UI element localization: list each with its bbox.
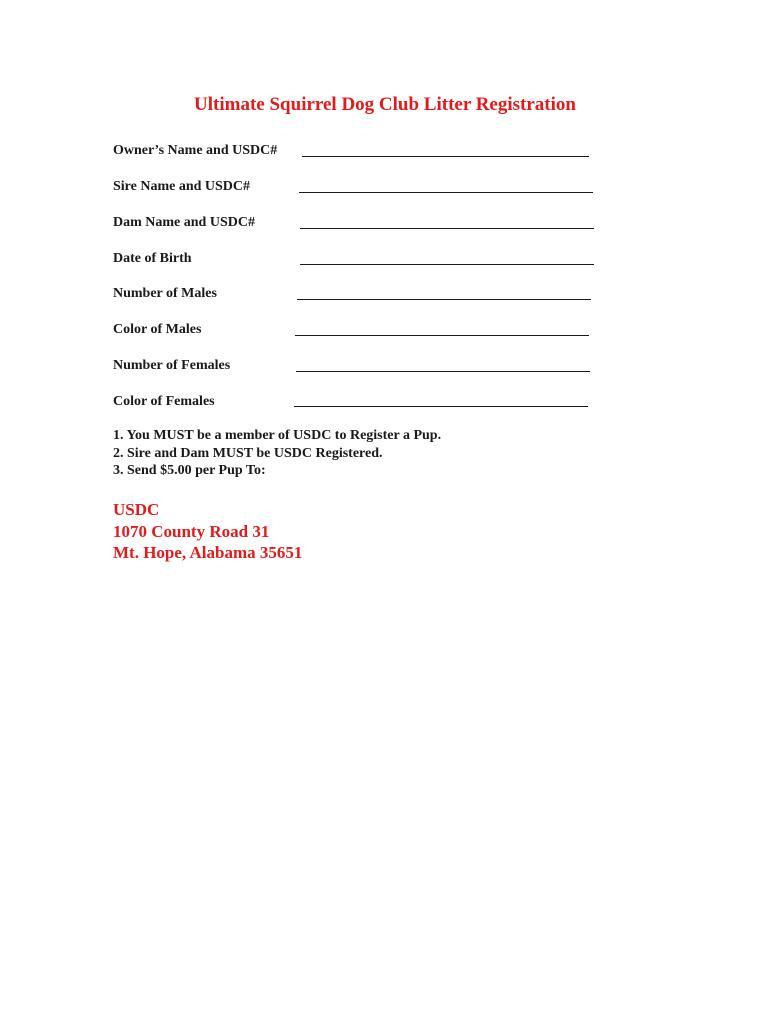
date-of-birth-input-line[interactable]: [300, 264, 594, 265]
owner-name-input-line[interactable]: [302, 156, 589, 157]
registration-notes: [113, 427, 441, 480]
color-of-females-input-line[interactable]: [294, 406, 588, 407]
sire-name-input-line[interactable]: [299, 192, 593, 193]
address-city-state-zip: Mt. Hope, Alabama 35651: [113, 543, 303, 562]
note-fee: 3. Send $5.00 per Pup To:: [113, 463, 266, 478]
number-of-males-label: Number of Males: [113, 286, 217, 301]
address-org: USDC: [113, 500, 160, 519]
color-of-males-label: Color of Males: [113, 322, 202, 337]
mailing-address: [113, 499, 302, 564]
address-street: 1070 County Road 31: [113, 521, 270, 541]
color-of-males-input-line[interactable]: [295, 335, 589, 336]
dam-name-input-line[interactable]: [300, 228, 594, 229]
color-of-females-label: Color of Females: [113, 394, 215, 409]
number-of-females-input-line[interactable]: [296, 371, 590, 372]
note-parents-registered: 2. Sire and Dam MUST be USDC Registered.: [113, 445, 383, 461]
sire-name-label: Sire Name and USDC#: [113, 179, 251, 194]
dam-name-label: Dam Name and USDC#: [113, 215, 255, 230]
note-membership: 1. You MUST be a member of USDC to Register a Pup.: [113, 428, 442, 443]
owner-name-label: Owner’s Name and USDC#: [113, 143, 278, 158]
form-title: Ultimate Squirrel Dog Club Litter Registration: [194, 94, 576, 115]
number-of-males-input-line[interactable]: [297, 299, 591, 300]
date-of-birth-label: Date of Birth: [113, 251, 192, 266]
number-of-females-label: Number of Females: [113, 358, 231, 373]
